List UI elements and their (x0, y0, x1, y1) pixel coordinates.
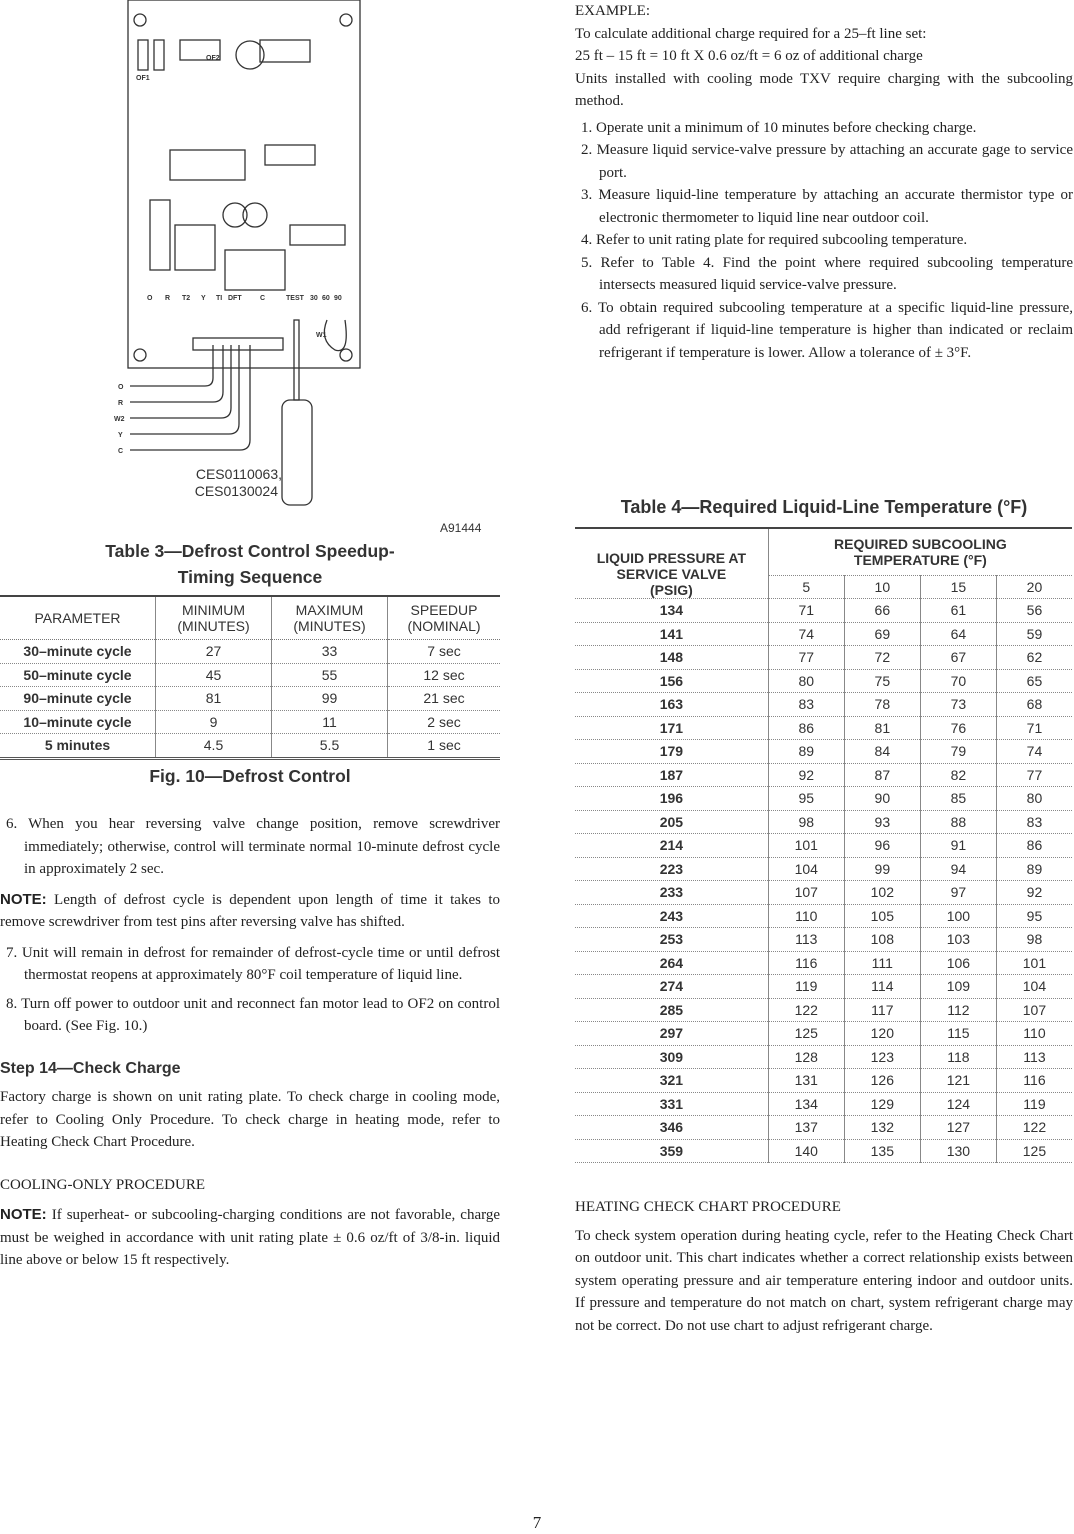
pin-label: T2 (182, 295, 191, 302)
col-header-subcooling: REQUIRED SUBCOOLING TEMPERATURE (°F) (768, 528, 1072, 576)
table-cell: 114 (844, 975, 920, 999)
table-cell: 2 sec (388, 710, 501, 734)
table-row (0, 687, 500, 711)
table-cell: 331 (575, 1092, 768, 1116)
table-cell: 134 (575, 599, 768, 623)
table-row (575, 716, 1072, 740)
section-heading: EXAMPLE: (575, 3, 650, 19)
table4-title: Table 4—Required Liquid-Line Temperature (°F) (620, 497, 1028, 517)
table-cell: 72 (844, 646, 920, 670)
table-row (575, 904, 1072, 928)
wire-label: Y (118, 432, 123, 439)
subcooling-header: 10 (844, 576, 920, 599)
table-row (575, 1092, 1072, 1116)
table-cell: 27 (156, 640, 272, 664)
subcooling-header: 5 (768, 576, 844, 599)
table-row (575, 740, 1072, 764)
figure-id: A91444 (440, 521, 482, 535)
table-cell: 98 (768, 810, 844, 834)
table-cell: 50–minute cycle (0, 663, 156, 687)
table-row (575, 928, 1072, 952)
table-cell: 122 (996, 1116, 1072, 1140)
table-cell: 119 (996, 1092, 1072, 1116)
table-cell: 71 (768, 599, 844, 623)
table-cell: 125 (996, 1139, 1072, 1163)
table-cell: 223 (575, 857, 768, 881)
table-cell: 85 (920, 787, 996, 811)
section-heading: Step 14—Check Charge (0, 1059, 181, 1077)
table-cell: 97 (920, 881, 996, 905)
table-cell: 45 (156, 663, 272, 687)
table-cell: 171 (575, 716, 768, 740)
table-cell: 55 (272, 663, 388, 687)
table-cell: 127 (920, 1116, 996, 1140)
table-cell: 359 (575, 1139, 768, 1163)
subcooling-header: 15 (920, 576, 996, 599)
table-cell: 179 (575, 740, 768, 764)
table-cell: 119 (768, 975, 844, 999)
circuit-board (128, 0, 360, 368)
table-cell: 70 (920, 669, 996, 693)
table-cell: 98 (996, 928, 1072, 952)
table-cell: 205 (575, 810, 768, 834)
table-cell: 121 (920, 1069, 996, 1093)
table-row (575, 881, 1072, 905)
table-cell: 75 (844, 669, 920, 693)
table-cell: 69 (844, 622, 920, 646)
table-cell: 132 (844, 1116, 920, 1140)
table-row (575, 998, 1072, 1022)
pin-label: TEST (286, 295, 304, 302)
table-cell: 116 (996, 1069, 1072, 1093)
table-row (575, 669, 1072, 693)
table-cell: 90–minute cycle (0, 687, 156, 711)
table-cell: 65 (996, 669, 1072, 693)
table-cell: 108 (844, 928, 920, 952)
left-column-text (0, 813, 500, 1272)
table3-title-line: Table 3—Defrost Control Speedup- (105, 541, 395, 561)
table-cell: 135 (844, 1139, 920, 1163)
table-cell: 134 (768, 1092, 844, 1116)
table-row (575, 693, 1072, 717)
procedure-step: 4. Refer to unit rating plate for required subcooling temperature. (581, 232, 968, 248)
procedure-step: 6. To obtain required subcooling temperature at a specific liquid-line pressure, add refrigerant if liquid-line temperature is higher than indicated or reclaim refrigerant if temperature is lower. Allow a tolerance of ± 3°F. (581, 299, 1073, 361)
table-cell: 116 (768, 951, 844, 975)
table-cell: 83 (768, 693, 844, 717)
note-text: If superheat- or subcooling-charging conditions are not favorable, charge must be weighed in accordance with unit rating plate ± 0.6 oz/ft of 3/8-in. liquid line above or below 15 ft respectively. (0, 1207, 500, 1268)
table-cell: 274 (575, 975, 768, 999)
table-cell: 5 minutes (0, 734, 156, 759)
table-cell: 99 (844, 857, 920, 881)
paragraph: 25 ft – 15 ft = 10 ft X 0.6 oz/ft = 6 oz of additional charge (575, 48, 923, 64)
table-cell: 233 (575, 881, 768, 905)
table-cell: 9 (156, 710, 272, 734)
table-row (0, 710, 500, 734)
table-cell: 109 (920, 975, 996, 999)
table-cell: 95 (768, 787, 844, 811)
table-cell: 78 (844, 693, 920, 717)
table3-title-line: Timing Sequence (177, 567, 323, 587)
table-cell: 129 (844, 1092, 920, 1116)
table-cell: 82 (920, 763, 996, 787)
table-cell: 101 (768, 834, 844, 858)
table-cell: 123 (844, 1045, 920, 1069)
figure-caption: Fig. 10—Defrost Control (149, 766, 351, 786)
table-cell: 104 (996, 975, 1072, 999)
table-cell: 33 (272, 640, 388, 664)
table-cell: 122 (768, 998, 844, 1022)
table-cell: 11 (272, 710, 388, 734)
table-cell: 86 (996, 834, 1072, 858)
pin-label: 90 (334, 295, 342, 302)
wire-label: C (118, 448, 124, 455)
table-cell: 297 (575, 1022, 768, 1046)
table-row (575, 622, 1072, 646)
table-cell: 76 (920, 716, 996, 740)
table-row (575, 599, 1072, 623)
table-cell: 126 (844, 1069, 920, 1093)
table-cell: 107 (996, 998, 1072, 1022)
paragraph: Units installed with cooling mode TXV require charging with the subcooling method. (575, 70, 1073, 109)
table-cell: 93 (844, 810, 920, 834)
table-cell: 309 (575, 1045, 768, 1069)
table-cell: 77 (768, 646, 844, 670)
table-cell: 21 sec (388, 687, 501, 711)
right-column-text (575, 0, 1073, 364)
table-cell: 87 (844, 763, 920, 787)
table-cell: 91 (920, 834, 996, 858)
table-cell: 5.5 (272, 734, 388, 759)
table-cell: 94 (920, 857, 996, 881)
table-cell: 89 (768, 740, 844, 764)
pin-label: R (165, 295, 171, 302)
table-cell: 125 (768, 1022, 844, 1046)
pin-label: 30 (310, 295, 318, 302)
table-cell: 115 (920, 1022, 996, 1046)
table-cell: 264 (575, 951, 768, 975)
table-cell: 89 (996, 857, 1072, 881)
table-row (0, 663, 500, 687)
table-cell: 346 (575, 1116, 768, 1140)
screwdriver-shaft (294, 320, 299, 400)
table-cell: 253 (575, 928, 768, 952)
table-cell: 77 (996, 763, 1072, 787)
table-row (575, 857, 1072, 881)
table-cell: 99 (272, 687, 388, 711)
table-row (575, 834, 1072, 858)
table-cell: 7 sec (388, 640, 501, 664)
table-cell: 104 (768, 857, 844, 881)
table-cell: 110 (996, 1022, 1072, 1046)
procedure-step: 5. Refer to Table 4. Find the point where required subcooling temperature intersects measured liquid service-valve pressure. (581, 254, 1073, 293)
table-cell: 4.5 (156, 734, 272, 759)
heating-section (575, 1196, 1073, 1337)
section-heading: COOLING-ONLY PROCEDURE (0, 1176, 206, 1193)
pin-label: DFT (228, 295, 242, 302)
table-cell: 110 (768, 904, 844, 928)
table-cell: 59 (996, 622, 1072, 646)
col-header: MINIMUM (MINUTES) (156, 596, 272, 640)
table3-title (0, 538, 500, 590)
pin-label: TI (216, 295, 223, 302)
table-cell: 1 sec (388, 734, 501, 759)
table-cell: 214 (575, 834, 768, 858)
table-cell: 74 (768, 622, 844, 646)
table-cell: 105 (844, 904, 920, 928)
note (0, 889, 500, 934)
pin-label: O (147, 295, 153, 302)
table-cell: 148 (575, 646, 768, 670)
col-header: SPEEDUP (NOMINAL) (388, 596, 501, 640)
procedure-step: 6. When you hear reversing valve change position, remove screwdriver immediately; otherwise, control will terminate normal 10-minute defrost cycle in approximately 2 sec. (6, 816, 500, 877)
table-cell: 243 (575, 904, 768, 928)
table-cell: 106 (920, 951, 996, 975)
table-cell: 118 (920, 1045, 996, 1069)
table-cell: 83 (996, 810, 1072, 834)
table-row (575, 975, 1072, 999)
table-cell: 107 (768, 881, 844, 905)
col-header: PARAMETER (0, 596, 156, 640)
label-of2: OF2 (206, 55, 220, 62)
table-cell: 67 (920, 646, 996, 670)
table-cell: 112 (920, 998, 996, 1022)
paragraph: Factory charge is shown on unit rating plate. To check charge in cooling mode, refer to Cooling Only Procedure. To check charge in heating mode, refer to Heating Check Chart Procedure. (0, 1089, 500, 1150)
wire-label: O (118, 384, 124, 391)
table-cell: 102 (844, 881, 920, 905)
note-label: NOTE: (0, 1206, 47, 1223)
table4-liquid-line-temperature (575, 527, 1072, 1163)
table-cell: 130 (920, 1139, 996, 1163)
screwdriver-handle (282, 400, 312, 505)
table-cell: 73 (920, 693, 996, 717)
table-cell: 113 (768, 928, 844, 952)
table-row (575, 1139, 1072, 1163)
table-row (575, 787, 1072, 811)
table-cell: 137 (768, 1116, 844, 1140)
table-cell: 163 (575, 693, 768, 717)
table-cell: 95 (996, 904, 1072, 928)
table-cell: 92 (768, 763, 844, 787)
col-header-pressure: LIQUID PRESSURE AT SERVICE VALVE (PSIG) (575, 528, 768, 599)
table-row (575, 1022, 1072, 1046)
table-row (575, 1045, 1072, 1069)
table-cell: 100 (920, 904, 996, 928)
table-cell: 141 (575, 622, 768, 646)
model-number: CES0130024 (194, 483, 278, 499)
table-cell: 10–minute cycle (0, 710, 156, 734)
defrost-control-diagram (110, 0, 370, 515)
table-row (0, 734, 500, 759)
table-cell: 79 (920, 740, 996, 764)
table-cell: 80 (996, 787, 1072, 811)
table-cell: 111 (844, 951, 920, 975)
table-cell: 117 (844, 998, 920, 1022)
pin-label: Y (201, 295, 206, 302)
pin-label: 60 (322, 295, 330, 302)
table-cell: 187 (575, 763, 768, 787)
table-cell: 124 (920, 1092, 996, 1116)
table-row (575, 810, 1072, 834)
table-row (575, 1116, 1072, 1140)
table-cell: 156 (575, 669, 768, 693)
paragraph: To calculate additional charge required for a 25–ft line set: (575, 25, 927, 42)
wire-label: W2 (114, 416, 125, 423)
note (0, 1204, 500, 1272)
procedure-step: 2. Measure liquid service-valve pressure by attaching an accurate gage to service port. (581, 142, 1073, 181)
table-cell: 81 (156, 687, 272, 711)
table-row (0, 640, 500, 664)
table-cell: 66 (844, 599, 920, 623)
table-cell: 285 (575, 998, 768, 1022)
page-number: 7 (532, 1513, 542, 1532)
table-cell: 196 (575, 787, 768, 811)
table-cell: 86 (768, 716, 844, 740)
table-cell: 30–minute cycle (0, 640, 156, 664)
table-row (575, 763, 1072, 787)
table-cell: 128 (768, 1045, 844, 1069)
table-cell: 56 (996, 599, 1072, 623)
table-cell: 88 (920, 810, 996, 834)
label-of1: OF1 (136, 75, 150, 82)
procedure-step: 7. Unit will remain in defrost for remainder of defrost-cycle time or until defrost thermostat reopens at approximately 80°F coil temperature of liquid line. (6, 944, 500, 983)
table-cell: 131 (768, 1069, 844, 1093)
table-cell: 140 (768, 1139, 844, 1163)
table-cell: 92 (996, 881, 1072, 905)
label-w1: W1 (316, 332, 327, 339)
procedure-step: 3. Measure liquid-line temperature by attaching an accurate thermistor type or electronic thermometer to liquid line near outdoor coil. (581, 187, 1073, 226)
table-cell: 64 (920, 622, 996, 646)
table3-defrost-timing (0, 595, 500, 760)
model-number: CES0110063, (195, 466, 282, 482)
subcooling-header: 20 (996, 576, 1072, 599)
table-cell: 80 (768, 669, 844, 693)
note-text: Length of defrost cycle is dependent upon length of time it takes to remove screwdriver from test pins after reversing valve has shifted. (0, 891, 500, 930)
table-cell: 84 (844, 740, 920, 764)
table-cell: 113 (996, 1045, 1072, 1069)
section-heading: HEATING CHECK CHART PROCEDURE (575, 1199, 841, 1215)
note-label: NOTE: (0, 890, 47, 908)
table-cell: 101 (996, 951, 1072, 975)
terminal-block (193, 338, 283, 350)
table-row (575, 951, 1072, 975)
paragraph: To check system operation during heating cycle, refer to the Heating Check Chart on outdoor unit. This chart indicates whether a correct relationship exists between system operating pressure and air temperature entering indoor and outdoor units. If pressure and temperature do not match on chart, system refrigerant charge may not be correct. Do not use chart to adjust refrigerant charge. (575, 1227, 1073, 1334)
table-cell: 81 (844, 716, 920, 740)
table-row (575, 646, 1072, 670)
table-cell: 61 (920, 599, 996, 623)
table-cell: 74 (996, 740, 1072, 764)
pin-label: C (260, 295, 266, 302)
table-cell: 90 (844, 787, 920, 811)
table-cell: 321 (575, 1069, 768, 1093)
table-cell: 62 (996, 646, 1072, 670)
procedure-step: 1. Operate unit a minimum of 10 minutes before checking charge. (581, 119, 977, 136)
table-cell: 71 (996, 716, 1072, 740)
col-header: MAXIMUM (MINUTES) (272, 596, 388, 640)
wire-label: R (118, 400, 124, 407)
table-cell: 68 (996, 693, 1072, 717)
table-cell: 96 (844, 834, 920, 858)
procedure-step: 8. Turn off power to outdoor unit and reconnect fan motor lead to OF2 on control board. (See Fig. 10.) (6, 995, 500, 1034)
table-cell: 120 (844, 1022, 920, 1046)
table-cell: 12 sec (388, 663, 501, 687)
table-cell: 103 (920, 928, 996, 952)
table-row (575, 1069, 1072, 1093)
